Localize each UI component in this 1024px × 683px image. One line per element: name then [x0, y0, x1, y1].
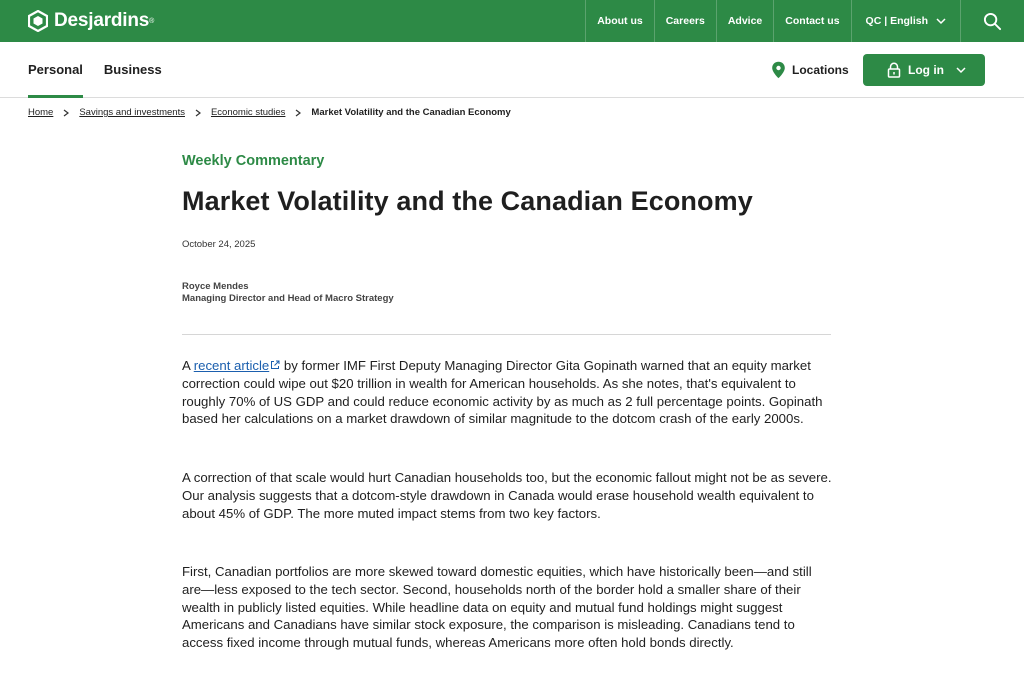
locations-link[interactable]: [771, 42, 849, 98]
author-title: Managing Director and Head of Macro Strategy: [182, 293, 394, 304]
brand-registered-mark: ®: [149, 17, 155, 25]
top-header-bar: [0, 0, 1024, 42]
nav-advice[interactable]: Advice: [716, 0, 773, 42]
chevron-down-icon: [936, 16, 946, 26]
tab-business[interactable]: Business: [103, 62, 162, 77]
search-icon: [983, 12, 1002, 31]
breadcrumb: [28, 107, 511, 118]
breadcrumb-home[interactable]: Home: [28, 107, 54, 118]
brand-logo[interactable]: [28, 10, 154, 32]
nav-about-us[interactable]: About us: [585, 0, 654, 42]
desjardins-hexagon-logo-icon: [28, 10, 48, 32]
link-text: recent article: [193, 358, 270, 373]
locations-label: Locations: [792, 63, 849, 77]
brand-name: Desjardins: [54, 10, 150, 31]
tab-personal[interactable]: Personal: [28, 42, 83, 98]
chevron-down-icon: [956, 65, 966, 75]
map-pin-icon: [771, 61, 786, 79]
article-kicker: Weekly Commentary: [182, 153, 325, 169]
segment-nav: [0, 42, 1024, 98]
paragraph-text: by former IMF First Deputy Managing Director Gita Gopinath warned that an equity market correction could wipe out $20 trillion in wealth for American households. As she notes, that's equivalent to roughly 70% of US GDP and could reduce economic activity by as much as 2 full percentage points. Gopinath based her calculations on a market drawdown of similar magnitude to the dotcom crash of the early 2000s.: [182, 358, 823, 427]
search-button[interactable]: [960, 0, 1024, 42]
article-paragraph: First, Canadian portfolios are more skewed toward domestic equities, which have historically been—and still are—less exposed to the tech sector. Second, households north of the border hold a smaller share of their wealth in publicly listed equities. While headline data on equity and mutual fund holdings might suggest Americans and Canadians have similar stock exposure, the comparison is misleading. Canadians tend to access fixed income through mutual funds, whereas Americans more often hold bonds directly.: [182, 564, 812, 651]
nav-contact-us[interactable]: Contact us: [773, 0, 850, 42]
divider: [182, 334, 831, 335]
login-label: Log in: [908, 63, 944, 77]
top-nav: [585, 0, 1024, 42]
chevron-right-icon: [294, 109, 302, 117]
language-selector[interactable]: [851, 0, 960, 42]
external-link-icon: [270, 360, 280, 370]
publish-date: October 24, 2025: [182, 239, 256, 250]
article-paragraph: A correction of that scale would hurt Canadian households too, but the economic fallout might not be as severe. Our analysis suggests that a dotcom-style drawdown in Canada would erase household wealth equivalent to about 45% of GDP. The more muted impact stems from two key factors.: [182, 470, 832, 521]
chevron-right-icon: [62, 109, 70, 117]
lock-icon: [887, 62, 901, 78]
nav-careers[interactable]: Careers: [654, 0, 716, 42]
recent-article-link[interactable]: [194, 358, 281, 373]
article-paragraph: [182, 357, 832, 428]
login-button[interactable]: [863, 54, 985, 86]
page-title: Market Volatility and the Canadian Economy: [182, 186, 753, 216]
breadcrumb-economic-studies[interactable]: Economic studies: [210, 107, 286, 118]
chevron-right-icon: [194, 109, 202, 117]
paragraph-prefix: A: [182, 358, 194, 373]
language-label: QC | English: [865, 15, 928, 27]
breadcrumb-current: Market Volatility and the Canadian Economy: [311, 107, 511, 118]
author-name: Royce Mendes: [182, 281, 249, 292]
breadcrumb-savings[interactable]: Savings and investments: [79, 107, 185, 118]
